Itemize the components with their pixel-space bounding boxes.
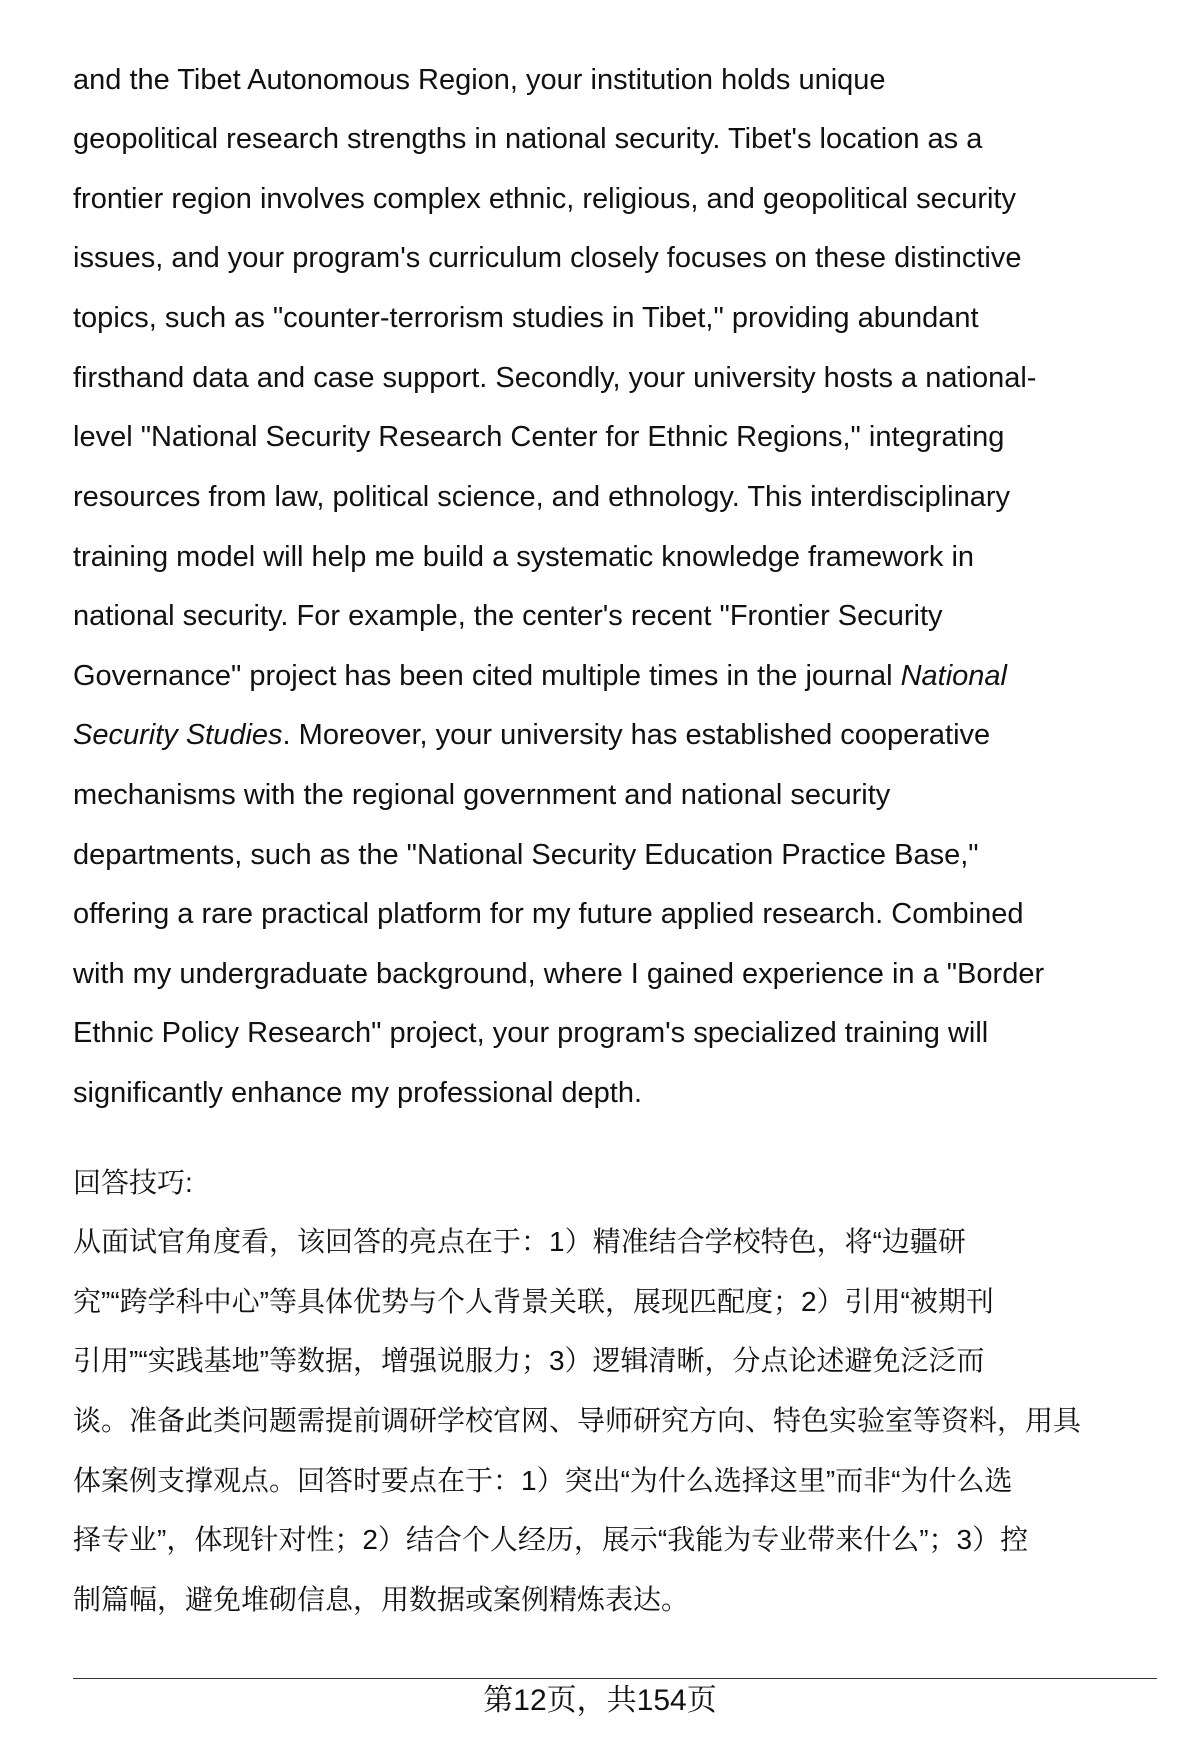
body-line: and the Tibet Autonomous Region, your institution holds unique [73,64,886,96]
tips-line: 从面试官角度看，该回答的亮点在于：1）精准结合学校特色，将“边疆研 [73,1226,966,1257]
body-line: resources from law, political science, and ethnology. This interdisciplinary [73,481,1011,513]
tips-line: 引用”“实践基地”等数据，增强说服力；3）逻辑清晰，分点论述避免泛泛而 [73,1345,985,1376]
body-line: frontier region involves complex ethnic, religious, and geopolitical security [73,183,1016,215]
tips-line: 制篇幅，避免堆砌信息，用数据或案例精炼表达。 [73,1584,690,1615]
body-line: with my undergraduate background, where I gained experience in a "Border [73,958,1045,990]
body-line: offering a rare practical platform for my future applied research. Combined [73,898,1024,930]
journal-title: Security Studies [73,719,283,751]
body-line: training model will help me build a systematic knowledge framework in [73,541,975,573]
body-line: departments, such as the "National Security Education Practice Base," [73,839,979,871]
body-text: Governance" project has been cited multiple times in the journal [73,660,901,692]
tips-line: 究”“跨学科中心”等具体优势与个人背景关联，展现匹配度；2）引用“被期刊 [73,1286,994,1317]
body-line [73,658,1007,694]
footer-divider [73,1678,1157,1679]
body-line: firsthand data and case support. Secondly, your university hosts a national- [73,362,1037,394]
body-line: issues, and your program's curriculum closely focuses on these distinctive [73,242,1022,274]
body-line: geopolitical research strengths in national security. Tibet's location as a [73,123,983,155]
body-line: topics, such as "counter-terrorism studies in Tibet," providing abundant [73,302,979,334]
tips-line: 择专业”，体现针对性；2）结合个人经历，展示“我能为专业带来什么”；3）控 [73,1524,1029,1555]
page-number: 第12页，共154页 [483,1684,717,1717]
body-line: significantly enhance my professional depth. [73,1077,643,1109]
body-line: level "National Security Research Center for Ethnic Regions," integrating [73,421,1005,453]
journal-title: National [900,660,1007,692]
tips-line: 谈。准备此类问题需提前调研学校官网、导师研究方向、特色实验室等资料，用具 [73,1405,1082,1436]
body-line: national security. For example, the center's recent "Frontier Security [73,600,943,632]
tips-heading: 回答技巧: [73,1167,193,1198]
body-line: Ethnic Policy Research" project, your program's specialized training will [73,1017,989,1049]
body-line [73,717,990,753]
tips-line: 体案例支撑观点。回答时要点在于：1）突出“为什么选择这里”而非“为什么选 [73,1465,1013,1496]
body-text: . Moreover, your university has established cooperative [282,719,991,751]
body-line: mechanisms with the regional government and national security [73,779,891,811]
